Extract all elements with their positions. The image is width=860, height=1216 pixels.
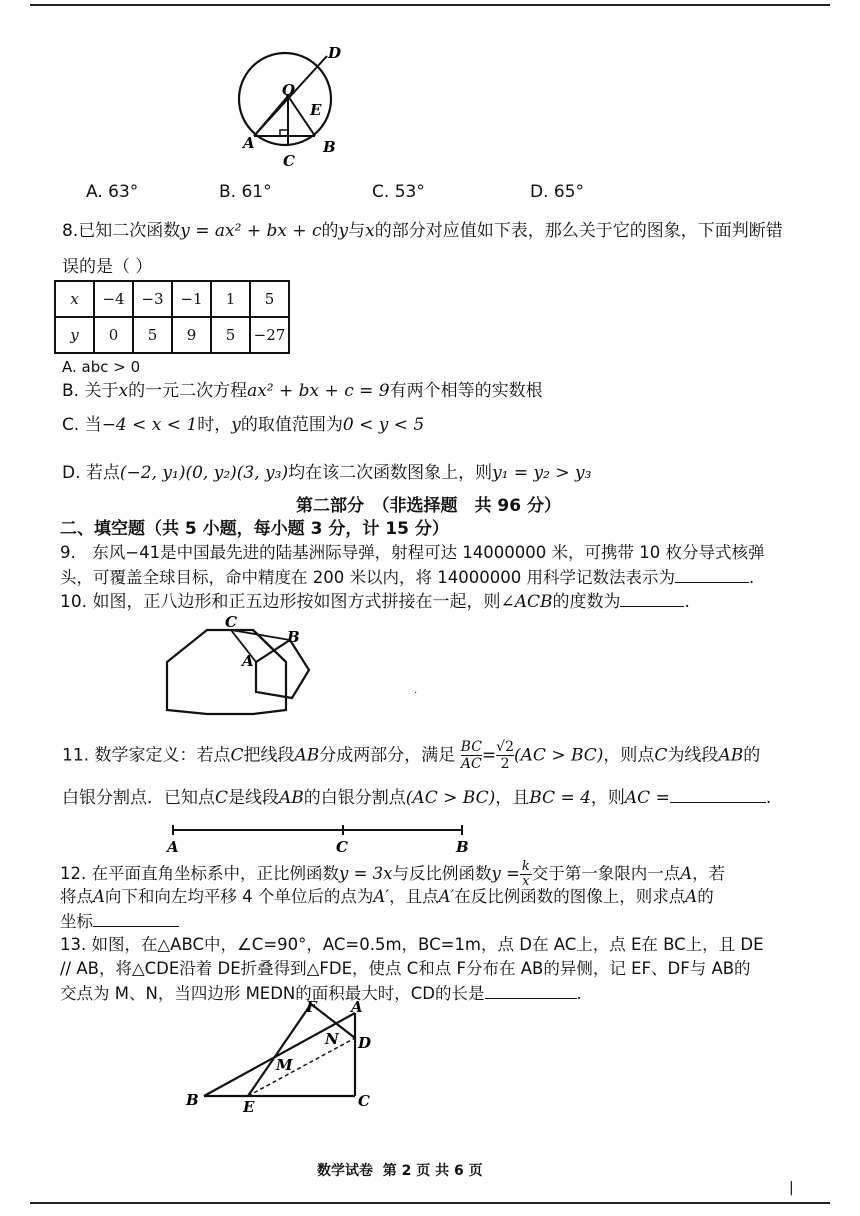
q13-label-F: F [306,998,317,1016]
q10-octagon-pentagon-figure [155,612,325,727]
q12-line3: 坐标 [60,910,179,933]
q13-triangle-figure [180,998,380,1116]
q7-label-A: A [243,134,255,152]
q7-label-C: C [283,152,295,170]
q9-line1: 9. 东风−41是中国最先进的陆基洲际导弹，射程可达 14000000 米，可携带 10 枚分导式核弹 [60,543,765,562]
footer-mark: | [789,1180,794,1196]
q8-value-table [54,280,290,354]
q13-line1: 13. 如图，在△ABC中，∠C=90°，AC=0.5m，BC=1m，点 D在 AC上，点 E在 BC上，且 DE [60,935,764,954]
table-cell: −4 [94,281,133,317]
q7-circle-figure [228,40,358,175]
q11-answer-blank[interactable] [670,786,766,803]
q13-answer-blank[interactable] [485,982,577,999]
q8-stem-line2: 误的是（ ） [62,257,153,277]
q10-stem: 10. 如图，正八边形和正五边形按如图方式拼接在一起，则∠ACB的度数为 . [60,592,690,612]
q11-label-B: B [456,838,469,856]
table-cell: 5 [250,281,289,317]
stray-dot: · [414,688,418,699]
q7-label-D: D [328,44,342,62]
q13-label-C: C [358,1092,370,1110]
q10-label-A: A [242,652,254,670]
q13-label-N: N [325,1030,339,1048]
q13-label-B: B [186,1091,199,1109]
q8-option-a[interactable]: A. abc > 0 [62,358,141,376]
q11-line1: 11. 数学家定义：若点C把线段AB分成两部分，满足 $\frac{BC}{AC}$ = $\frac{√2}{2}$ (AC > BC)，则点C为线段AB的 [62,739,761,772]
q10-answer-blank[interactable] [620,590,684,607]
q11-label-C: C [336,838,348,856]
q7-option-a[interactable]: A. 63° [86,182,139,202]
q7-option-d[interactable]: D. 65° [530,182,585,202]
table-cell: −1 [172,281,211,317]
q11-segment-figure [160,822,480,858]
table-header-x: x [55,281,94,317]
q11-line2: 白银分割点．已知点C是线段AB的白银分割点(AC > BC)，且BC = 4，则AC = . [62,788,772,808]
q13-label-M: M [276,1056,293,1074]
table-cell: 5 [133,317,172,353]
q7-label-B: B [323,138,336,156]
q8-stem-line1: 8.已知二次函数y = ax² + bx + c的y与x的部分对应值如下表，那么关于它的图象，下面判断错 [62,221,783,241]
q10-label-C: C [225,613,237,631]
q7-label-E: E [310,101,322,119]
q8-option-b[interactable]: B. 关于x的一元二次方程ax² + bx + c = 9有两个相等的实数根 [62,381,543,401]
top-border [30,4,830,6]
table-row-x [55,281,289,317]
table-cell: −3 [133,281,172,317]
q9-line2: 头，可覆盖全球目标，命中精度在 200 米以内，将 14000000 用科学记数法表示为 . [60,568,755,587]
q13-label-D: D [358,1034,372,1052]
table-row-y [55,317,289,353]
table-cell: 0 [94,317,133,353]
bottom-border [30,1202,830,1204]
table-cell: 5 [211,317,250,353]
q9-answer-blank[interactable] [675,566,749,583]
q12-line1: 12. 在平面直角坐标系中，正比例函数y = 3x与反比例函数y = $\frac{k}{x}$ 交于第一象限内一点A，若 [60,859,726,889]
q12-fraction: $\frac{k}{x}$ [521,859,530,889]
q13-line2: // AB，将△CDE沿着 DE折叠得到△FDE，使点 C和点 F分布在 AB的异侧，记 EF、DF与 AB的 [60,959,751,978]
q13-label-A: A [351,998,363,1016]
table-cell: 1 [211,281,250,317]
q12-line2: 将点A向下和向左均平移 4 个单位后的点为A′，且点A′在反比例函数的图像上，则求点A的 [60,887,714,906]
q13-label-E: E [243,1098,255,1116]
q8-option-c[interactable]: C. 当−4 < x < 1时，y的取值范围为0 < y < 5 [62,415,425,435]
table-cell: 9 [172,317,211,353]
q11-label-A: A [167,838,179,856]
q13-line3: 交点为 M、N，当四边形 MEDN的面积最大时，CD的长是 . [60,984,582,1003]
q11-fraction-lhs: $\frac{BC}{AC}$ [460,739,482,772]
part2-title: 第二部分 （非选择题 共 96 分） [296,496,561,516]
q8-option-d[interactable]: D. 若点(−2, y₁)(0, y₂)(3, y₃)均在该二次函数图象上，则y₁ = y₂ > y₃ [62,463,592,483]
table-cell: −27 [250,317,289,353]
q11-fraction-rhs: $\frac{√2}{2}$ [496,739,514,772]
q7-option-b[interactable]: B. 61° [219,182,272,202]
q12-answer-blank[interactable] [93,910,179,927]
footer-page-info: 数学试卷 第 2 页 共 6 页 [317,1163,483,1179]
q7-label-O: O [282,81,296,99]
section-heading: 二、填空题（共 5 小题，每小题 3 分，计 15 分） [60,519,449,539]
q7-option-c[interactable]: C. 53° [372,182,425,202]
q10-label-B: B [287,628,300,646]
table-header-y: y [55,317,94,353]
